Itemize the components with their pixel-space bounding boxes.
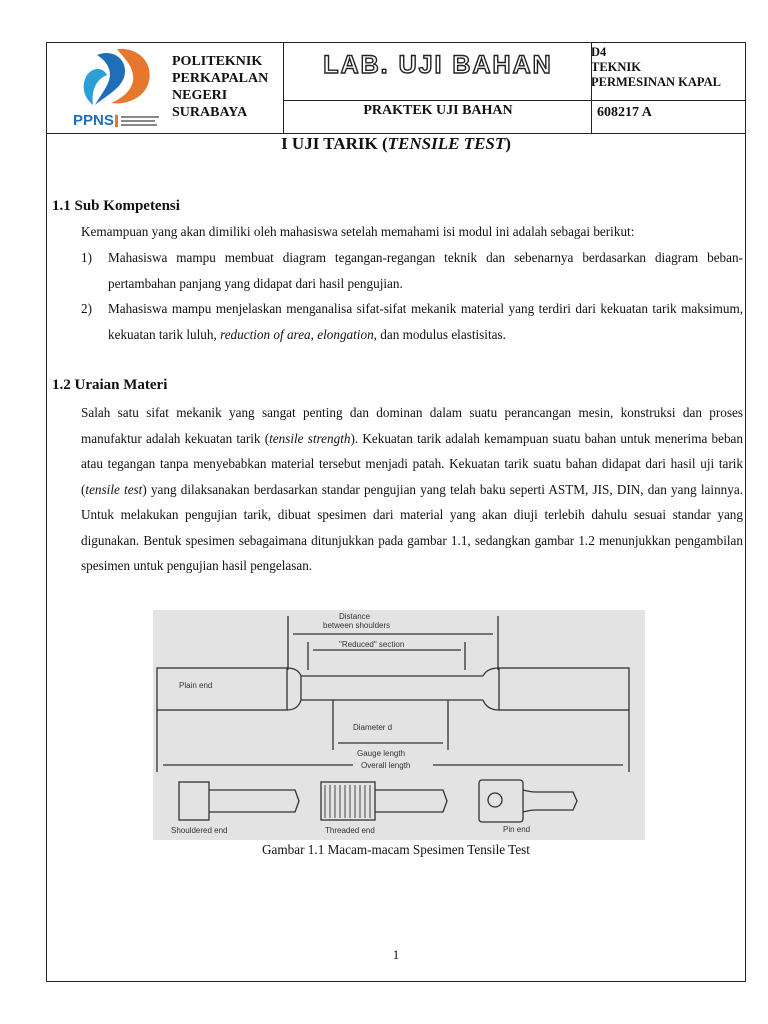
paragraph: Salah satu sifat mekanik yang sangat penting dan dominan dalam suatu perancangan mesin, konstruksi dan proses manufaktur adalah kekuatan tarik (tensile strength). Kekuatan tarik adalah kemampuan suatu bahan untuk menerima beban atau tegangan tanpa menyebabkan material tersebut menjadi patah. Kekuatan tarik suatu bahan didapat dari hasil uji tarik (tensile test) yang dilaksanakan berdasarkan standar pengujian yang telah baku seperti ASTM, JIS, DIN, dan yang lainnya. Untuk melakukan pengujian tarik, dibuat spesimen dari material yang akan diuji terlebih dahulu sesuai standar yang digunakan. Bentuk spesimen sebagaimana ditunjukkan pada gambar 1.1, sedangkan gambar 1.2 menunjukkan pengambilan spesimen untuk pengujian hasil pengelasan. bbox=[81, 405, 743, 573]
section-heading: 1.2 Uraian Materi bbox=[52, 377, 168, 393]
program-name: D4 TEKNIK PERMESINAN KAPAL bbox=[591, 45, 721, 89]
list-number: 1) bbox=[81, 250, 92, 265]
svg-text:Threaded end: Threaded end bbox=[325, 826, 375, 835]
list-item: Mahasiswa mampu menjelaskan menganalisa sifat-sifat mekanik material yang terdiri dari kekuatan tarik maksimum, kekuatan tarik luluh, reduction of area, elongation, dan modulus elastisitas. bbox=[108, 301, 743, 342]
page-frame bbox=[46, 42, 746, 982]
svg-text:between shoulders: between shoulders bbox=[323, 621, 391, 630]
document-header bbox=[47, 43, 745, 134]
svg-text:Diameter d: Diameter d bbox=[353, 723, 393, 732]
document-title: I UJI TARIK (TENSILE TEST) bbox=[281, 134, 511, 153]
svg-text:Plain end: Plain end bbox=[179, 681, 213, 690]
figure-caption: Gambar 1.1 Macam-macam Spesimen Tensile Test bbox=[262, 842, 530, 857]
section-heading: 1.1 Sub Kompetensi bbox=[52, 198, 180, 214]
ppns-logo bbox=[67, 45, 171, 131]
specimen-figure bbox=[153, 610, 645, 840]
header-divider bbox=[283, 100, 745, 101]
page-number: 1 bbox=[392, 947, 400, 962]
list-number: 2) bbox=[81, 301, 92, 316]
course-name: PRAKTEK UJI BAHAN bbox=[363, 103, 513, 118]
svg-text:Gauge length: Gauge length bbox=[357, 749, 406, 758]
list-item: Mahasiswa mampu membuat diagram tegangan-regangan teknik dan sebenarnya berdasarkan diagram beban-pertambahan panjang yang didapat dari hasil pengujian. bbox=[108, 250, 743, 291]
svg-text:Pin end: Pin end bbox=[503, 825, 531, 834]
svg-text:"Reduced" section: "Reduced" section bbox=[339, 640, 405, 649]
lab-title: LAB. UJI BAHAN bbox=[323, 51, 553, 79]
svg-text:PPNS: PPNS bbox=[73, 112, 114, 129]
header-divider bbox=[283, 43, 284, 133]
svg-text:Overall length: Overall length bbox=[361, 761, 411, 770]
institution-name: POLITEKNIK PERKAPALAN NEGERI SURABAYA bbox=[172, 54, 269, 120]
svg-text:Distance: Distance bbox=[339, 612, 371, 621]
course-code: 608217 A bbox=[597, 105, 652, 120]
svg-text:Shouldered end: Shouldered end bbox=[171, 826, 228, 835]
paragraph: Kemampuan yang akan dimiliki oleh mahasiswa setelah memahami isi modul ini adalah sebagai berikut: bbox=[81, 224, 635, 239]
